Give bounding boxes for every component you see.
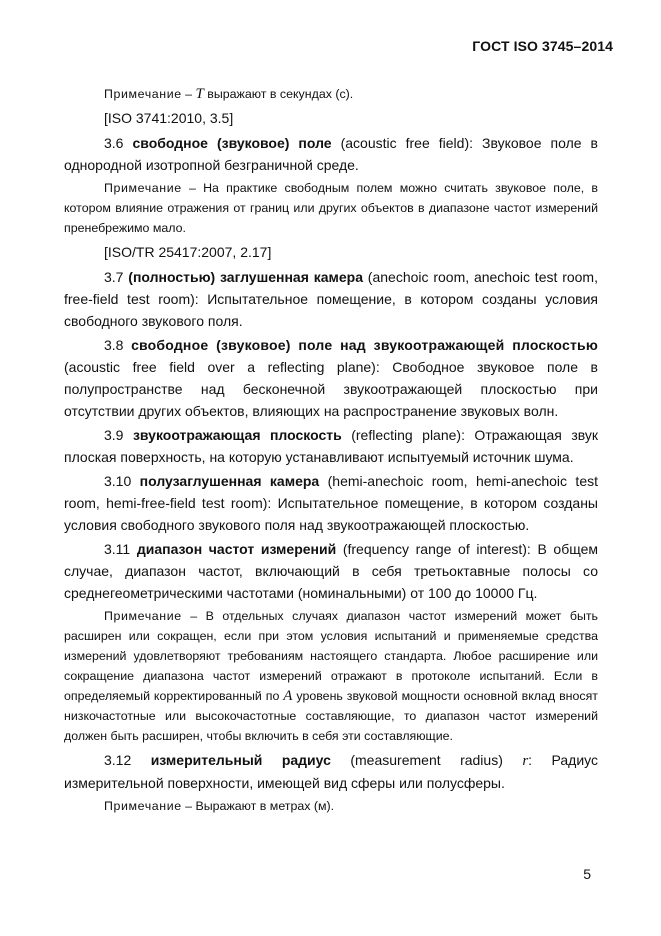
note-text-part-1: В отдельных случаях диапазон частот измерений может быть расширен или сокращен, если при этом условия испытаний и применяемые средства измерений удовлетворяют требованиям настоящего стандарта. Любое расширение или сокращение диапазона частот измерений отражают в протоколе испытаний. Если в определяемый корректированный по: [64, 609, 598, 703]
definition-3-11: [64, 538, 598, 604]
note-2: [64, 178, 598, 238]
definition-text: (hemi-anechoic room, hemi-anechoic test room, hemi-free-field test room): Испытательное помещение, в котором созданы условия свободного звукового поля над звукоотражающей плоскостью.: [64, 473, 598, 533]
definition-number: 3.12: [104, 752, 151, 768]
definition-text: (reflecting plane): Отражающая звук плоская поверхность, на которую устанавливают испытуемый источник шума.: [64, 427, 598, 465]
definition-3-10: [64, 470, 598, 536]
note-dash: –: [181, 799, 196, 813]
note-dash: –: [181, 181, 204, 195]
definition-term: (полностью) заглушенная камера: [128, 269, 363, 285]
symbol-t: T: [195, 86, 204, 102]
note-dash: –: [181, 609, 206, 623]
definition-text: (anechoic room, anechoic test room, free-field test room): Испытательное помещение, в котором созданы условия свободного звукового поля.: [64, 269, 598, 329]
definition-term: диапазон частот измерений: [136, 541, 337, 557]
definition-number: 3.6: [104, 135, 133, 151]
definition-text: (acoustic free field over a reflecting plane): Свободное звуковое поле в полупространстве над бесконечной звукоотражающей плоскостью при отсутствии других объектов, влияющих на распространение звуковых волн.: [64, 359, 598, 419]
note-text: выражают в секундах (с).: [203, 87, 354, 101]
symbol-r: r: [522, 753, 529, 769]
definition-text-part-2: : Радиус измерительной поверхности, имеющей вид сферы или полусферы.: [64, 752, 599, 791]
definition-3-9: [64, 424, 598, 468]
note-text: Выражают в метрах (м).: [195, 799, 335, 813]
note-4: [64, 796, 598, 816]
definition-number: 3.7: [104, 269, 129, 285]
definition-number: 3.11: [104, 541, 137, 557]
note-text: На практике свободным полем можно считать звуковое поле, в котором влияние отражения от границ или других объектов в диапазоне частот измерений пренебрежимо мало.: [64, 181, 598, 235]
note-text-part-2: уровень звуковой мощности основной вклад вносят низкочастотные или высокочастотные составляющие, то диапазон частот измерений должен быть расширен, чтобы включить в себя эти составляющие.: [64, 689, 598, 743]
definition-term: измерительный радиус: [150, 752, 331, 768]
definition-number: 3.9: [104, 427, 133, 443]
document-body: [64, 84, 598, 819]
definition-text: (frequency range of interest): В общем случае, диапазон частот, включающий в себя третьоктавные полосы со среднегеометрическими частотами (номинальными) от 100 до 10000 Гц.: [64, 541, 598, 601]
definition-number: 3.8: [104, 337, 132, 353]
note-label: Примечание: [104, 609, 182, 623]
page-number: 5: [583, 866, 591, 882]
definition-term: свободное (звуковое) поле над звукоотражающей плоскостью: [131, 337, 598, 353]
note-1: [64, 84, 598, 104]
definition-3-7: [64, 266, 598, 332]
reference-2: [ISO/TR 25417:2007, 2.17]: [104, 244, 272, 260]
note-dash: –: [181, 87, 196, 101]
note-3: [64, 606, 598, 746]
definition-number: 3.10: [104, 473, 140, 489]
reference-1: [ISO 3741:2010, 3.5]: [104, 110, 234, 126]
note-label: Примечание: [104, 181, 182, 195]
document-header: ГОСТ ISO 3745–2014: [472, 38, 613, 54]
note-label: Примечание: [104, 799, 182, 813]
definition-text-part-1: (measurement radius): [330, 752, 523, 768]
symbol-a: A: [283, 688, 293, 704]
note-label: Примечание: [104, 87, 182, 101]
definition-3-12: [64, 749, 598, 794]
definition-term: свободное (звуковое) поле: [132, 135, 332, 151]
definition-3-8: [64, 334, 598, 422]
definition-3-6: [64, 132, 598, 176]
definition-text: (acoustic free field): Звуковое поле в однородной изотропной безграничной среде.: [64, 135, 598, 173]
definition-term: полузаглушенная камера: [139, 473, 320, 489]
definition-term: звукоотражающая плоскость: [132, 427, 342, 443]
